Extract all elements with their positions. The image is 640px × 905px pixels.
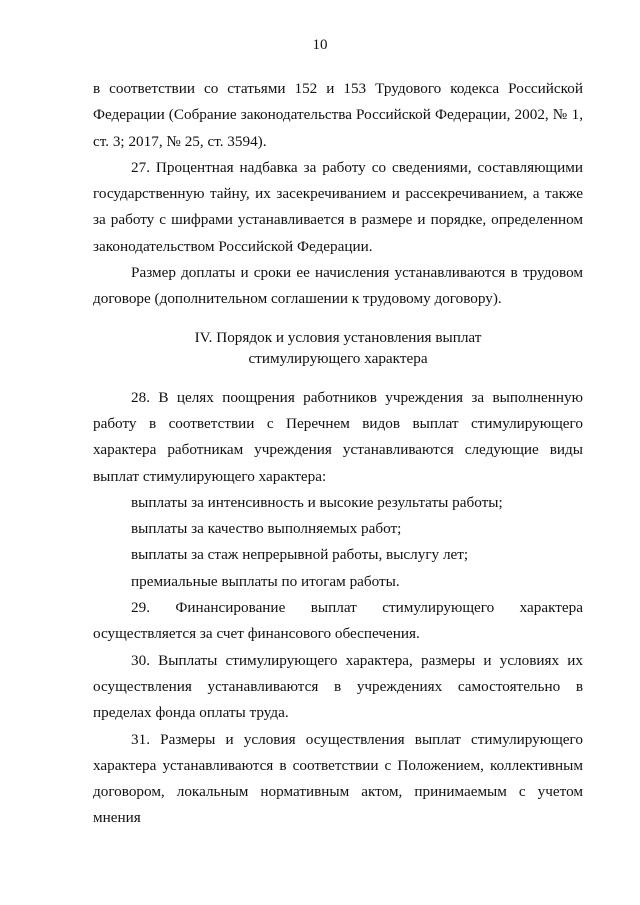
page-number: 10 bbox=[312, 37, 328, 53]
paragraph-supplement-terms: Размер доплаты и сроки ее начисления устанавливаются в трудовом договоре (дополнительном соглашении к трудовому договору). bbox=[93, 264, 583, 308]
section-heading bbox=[93, 327, 583, 369]
section-heading-line1: IV. Порядок и условия установления выплат bbox=[194, 328, 482, 346]
list-item-seniority: выплаты за стаж непрерывной работы, выслугу лет; bbox=[131, 546, 469, 564]
list-item-intensity: выплаты за интенсивность и высокие результаты работы; bbox=[131, 493, 503, 511]
paragraph-28: 28. В целях поощрения работников учреждения за выполненную работу в соответствии с Перечнем видов выплат стимулирующего характера работникам учреждения устанавливаются следующие виды выплат стимулирующего характера: bbox=[93, 388, 583, 485]
paragraph-27: 27. Процентная надбавка за работу со сведениями, составляющими государственную тайну, их засекречиванием и рассекречиванием, а также за работу с шифрами устанавливается в размере и порядке, определенном законодательством Российской Федерации. bbox=[93, 158, 583, 255]
document-body bbox=[93, 76, 583, 832]
paragraph-30: 30. Выплаты стимулирующего характера, размеры и условиях их осуществления устанавливаются в учреждениях самостоятельно в пределах фонда оплаты труда. bbox=[93, 651, 583, 722]
paragraph-31: 31. Размеры и условия осуществления выплат стимулирующего характера устанавливаются в соответствии с Положением, коллективным договором, локальным нормативным актом, принимаемым с учетом мнения bbox=[93, 730, 583, 827]
list-item-bonus: премиальные выплаты по итогам работы. bbox=[131, 572, 400, 590]
list-item-quality: выплаты за качество выполняемых работ; bbox=[131, 520, 402, 538]
paragraph-continuation: в соответствии со статьями 152 и 153 Трудового кодекса Российской Федерации (Собрание законодательства Российской Федерации, 2002, № 1, ст. 3; 2017, № 25, ст. 3594). bbox=[93, 80, 583, 150]
paragraph-29: 29. Финансирование выплат стимулирующего характера осуществляется за счет финансового обеспечения. bbox=[93, 599, 583, 643]
section-heading-line2: стимулирующего характера bbox=[248, 349, 428, 367]
